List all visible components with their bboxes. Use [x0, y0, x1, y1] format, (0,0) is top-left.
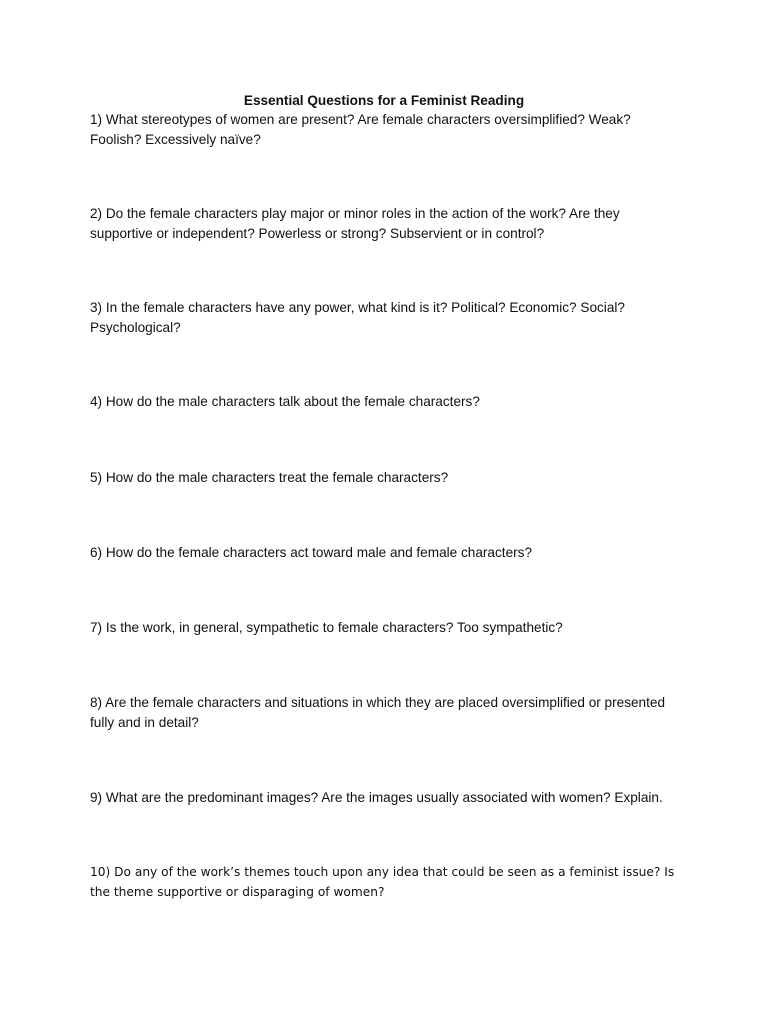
question-1: 1) What stereotypes of women are present? Are female characters oversimplified? Weak? Foolish? Excessively naïve? [90, 112, 631, 147]
question-10: 10) Do any of the work’s themes touch upon any idea that could be seen as a feminist issue? Is the theme supportive or disparaging of women? [90, 865, 675, 899]
question-3: 3) In the female characters have any power, what kind is it? Political? Economic? Social? Psychological? [90, 300, 625, 335]
question-8: 8) Are the female characters and situations in which they are placed oversimplified or presented fully and in detail? [90, 695, 666, 730]
question-7: 7) Is the work, in general, sympathetic to female characters? Too sympathetic? [90, 620, 563, 635]
question-9: 9) What are the predominant images? Are the images usually associated with women? Explain. [90, 790, 663, 805]
question-4: 4) How do the male characters talk about the female characters? [90, 394, 480, 409]
question-6: 6) How do the female characters act toward male and female characters? [90, 545, 533, 560]
question-5: 5) How do the male characters treat the female characters? [90, 470, 449, 485]
question-2: 2) Do the female characters play major or minor roles in the action of the work? Are they supportive or independent? Powerless or strong? Subservient or in control? [90, 206, 620, 241]
document-title: Essential Questions for a Feminist Reading [243, 93, 525, 108]
